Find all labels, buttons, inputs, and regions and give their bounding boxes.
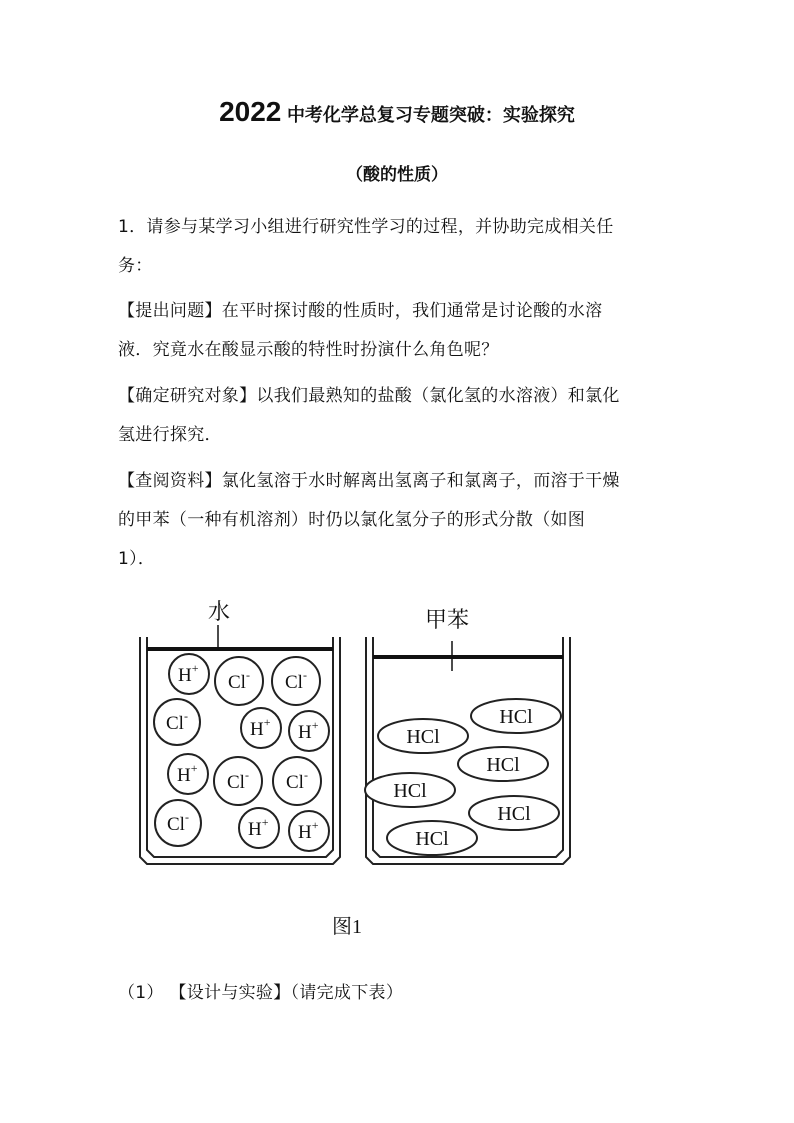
ion-label: H+ — [298, 718, 319, 743]
molecule-label: HCl — [406, 726, 440, 748]
ion-label: Cl- — [167, 810, 189, 835]
toluene-label: 甲苯 — [425, 607, 470, 632]
page-subtitle: （酸的性质） — [346, 165, 448, 185]
problem-line-1: 【提出问题】在平时探讨酸的性质时，我们通常是讨论酸的水溶 — [118, 301, 603, 321]
object-line-2: 氢进行探究． — [118, 425, 222, 445]
hcl-molecule — [471, 699, 561, 733]
ion-label: H+ — [250, 715, 271, 740]
ion-particle — [273, 757, 321, 805]
question-intro — [118, 208, 678, 286]
molecule-label: HCl — [497, 803, 531, 825]
ion-particle — [154, 699, 200, 745]
molecule-group — [365, 699, 561, 855]
hcl-molecule — [458, 747, 548, 781]
hcl-molecule — [378, 719, 468, 753]
molecule-label: HCl — [393, 780, 427, 802]
ion-particle — [215, 657, 263, 705]
question-object — [118, 377, 678, 455]
title-text: 中考化学总复习专题突破：实验探究 — [286, 105, 575, 126]
figure-1 — [120, 585, 600, 945]
page-title — [0, 96, 794, 128]
figure-caption: 图1 — [332, 916, 362, 938]
hcl-molecule — [469, 796, 559, 830]
ion-label: Cl- — [286, 768, 308, 793]
ion-label: Cl- — [227, 768, 249, 793]
intro-line-1: 1．请参与某学习小组进行研究性学习的过程，并协助完成相关任 — [118, 217, 614, 237]
ion-label: H+ — [178, 661, 199, 686]
title-year: 2022 — [219, 96, 282, 127]
ion-particle — [214, 757, 262, 805]
hcl-molecule — [387, 821, 477, 855]
ion-label: Cl- — [285, 668, 307, 693]
ion-particle — [241, 708, 281, 748]
ion-particle — [169, 654, 209, 694]
molecule-label: HCl — [486, 754, 520, 776]
intro-line-2: 务： — [118, 256, 153, 276]
design-line: （1） 【设计与实验】（请完成下表） — [118, 983, 404, 1003]
problem-line-2: 液．究竟水在酸显示酸的特性时扮演什么角色呢？ — [118, 340, 499, 360]
question-problem — [118, 292, 678, 370]
molecule-label: HCl — [499, 706, 533, 728]
ion-label: H+ — [298, 818, 319, 843]
molecule-label: HCl — [415, 828, 449, 850]
ion-group — [154, 654, 329, 851]
ion-particle — [239, 808, 279, 848]
ion-particle — [155, 800, 201, 846]
ion-label: H+ — [248, 815, 269, 840]
water-label: 水 — [208, 599, 231, 624]
hcl-molecule — [365, 773, 455, 807]
ion-label: Cl- — [166, 709, 188, 734]
object-line-1: 【确定研究对象】以我们最熟知的盐酸（氯化氢的水溶液）和氯化 — [118, 386, 620, 406]
ion-label: H+ — [177, 761, 198, 786]
info-line-1: 【查阅资料】氯化氢溶于水时解离出氢离子和氯离子，而溶于干燥 — [118, 471, 620, 491]
ion-particle — [168, 754, 208, 794]
question-info — [118, 462, 678, 579]
ion-label: Cl- — [228, 668, 250, 693]
info-line-3: 1）． — [118, 549, 156, 569]
ion-particle — [272, 657, 320, 705]
ion-particle — [289, 811, 329, 851]
info-line-2: 的甲苯（一种有机溶剂）时仍以氯化氢分子的形式分散（如图 — [118, 510, 586, 530]
ion-particle — [289, 711, 329, 751]
